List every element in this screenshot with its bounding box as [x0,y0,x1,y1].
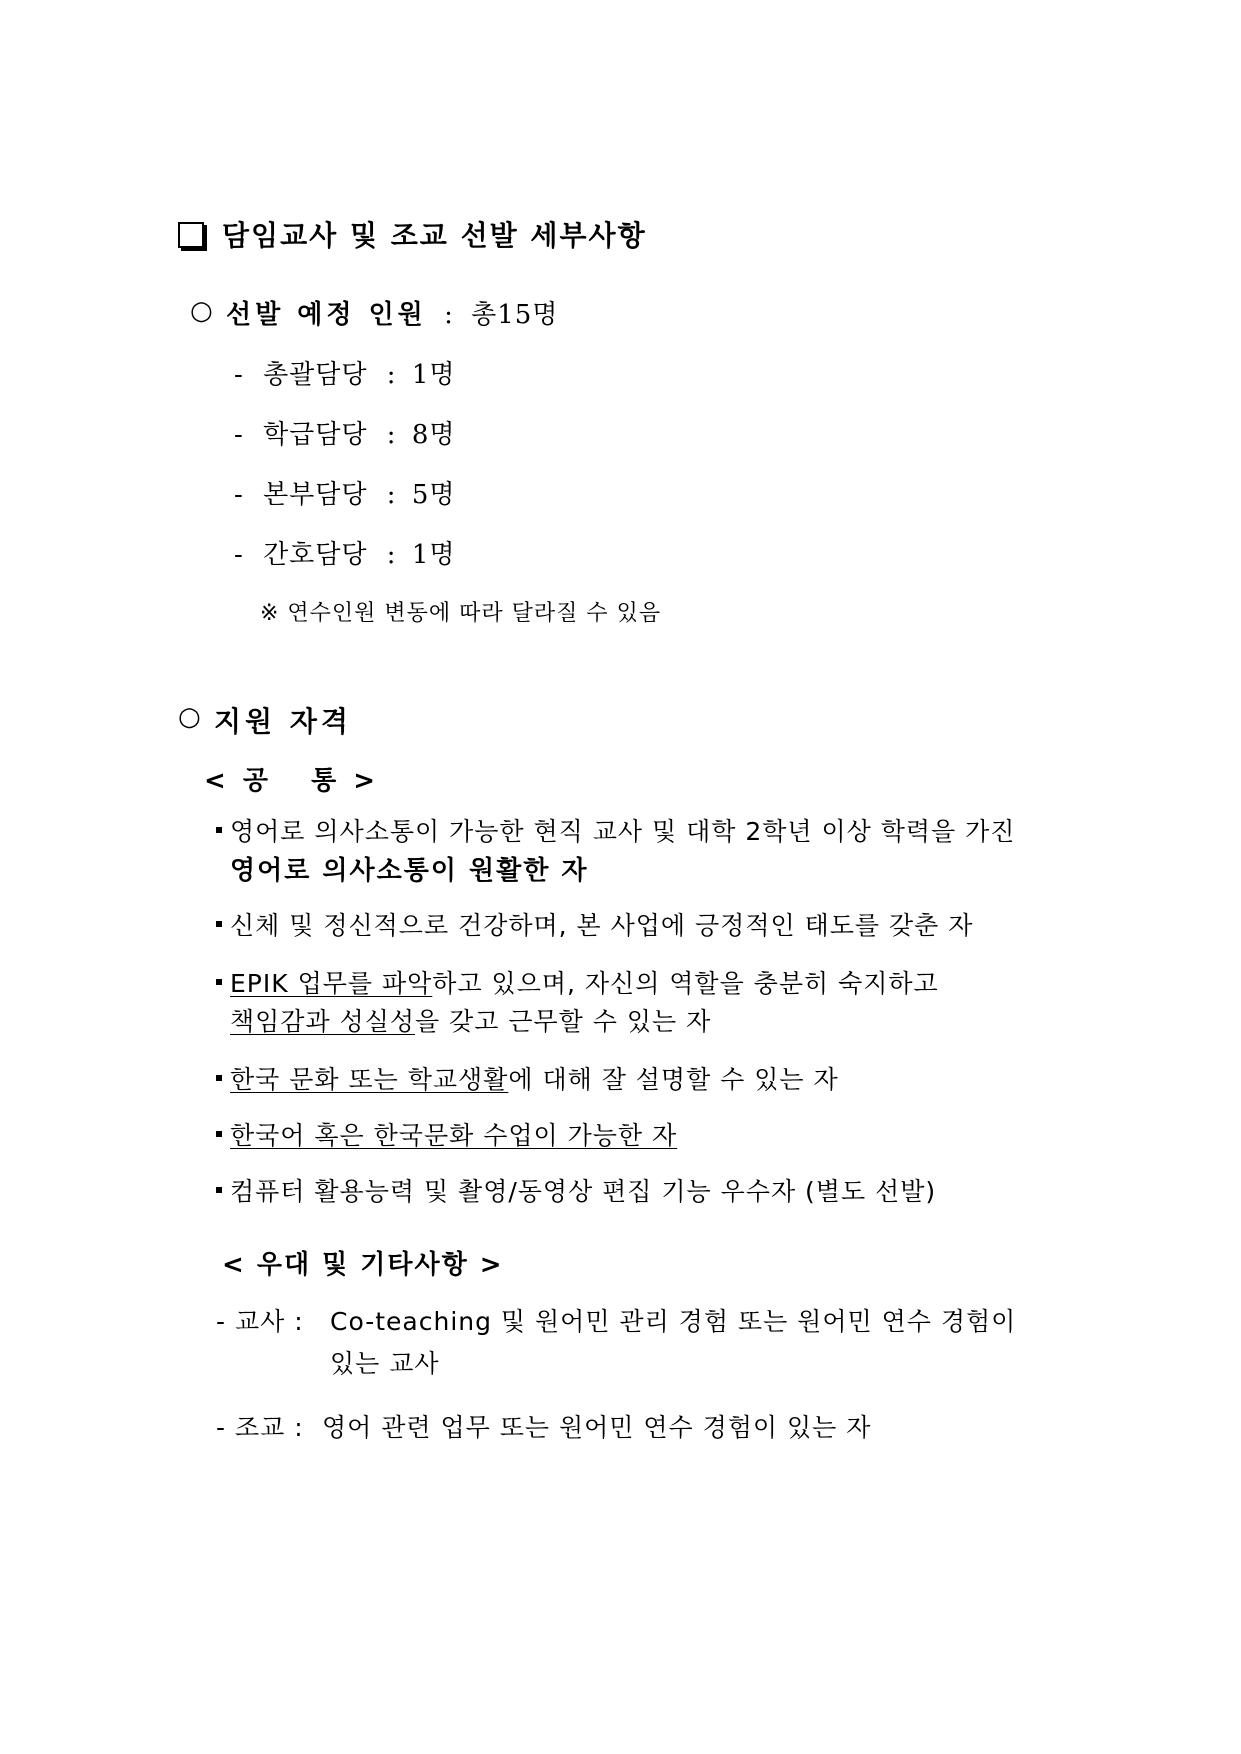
role-name: 총괄담당 [263,360,368,390]
item-text-underlined: EPIK 업무를 파악 [230,969,433,998]
square-bullet-icon [216,827,222,833]
list-item [216,1116,677,1152]
square-bullet-icon [216,979,222,985]
square-bullet-icon [216,1075,222,1081]
item-text: 을 갖고 근무할 수 있는 자 [415,1007,712,1036]
item-text-underlined: 한국어 혹은 한국문화 수업이 가능한 자 [230,1121,678,1150]
list-item [216,1172,936,1208]
role-name: 간호담당 [263,540,368,570]
quota-note: ※ 연수인원 변동에 따라 달라질 수 있음 [260,601,662,626]
dash: - [234,480,244,510]
assistant-prefix: - 조교 : [216,1413,304,1442]
role-row [234,354,456,391]
assistant-text: 영어 관련 업무 또는 원어민 연수 경험이 있는 자 [322,1413,872,1442]
list-item [216,964,939,1000]
item-text: 에 대해 잘 설명할 수 있는 자 [508,1065,839,1094]
item-text: 신체 및 정신적으로 건강하며, 본 사업에 긍정적인 태도를 갖춘 자 [230,911,974,940]
list-item [216,1060,839,1096]
item-text-underlined: 한국 문화 또는 학교생활 [230,1065,509,1094]
circle-bullet-icon: ○ [190,296,213,326]
teacher-text-continued: 있는 교사 [330,1349,440,1378]
dash: - [234,420,244,450]
teacher-text: Co-teaching 및 원어민 관리 경험 또는 원어민 연수 경험이 [330,1307,1017,1336]
checkbox-square-icon [178,222,204,248]
role-row [234,534,456,571]
role-count: 1명 [411,540,456,570]
role-row [234,414,456,451]
quota-label: 선발 예정 인원 [226,300,427,330]
role-separator: : [386,420,397,450]
item-text: 컴퓨터 활용능력 및 촬영/동영상 편집 기능 우수자 (별도 선발) [230,1177,937,1206]
role-separator: : [386,360,397,390]
item-text-underlined: 책임감과 성실성 [230,1007,415,1036]
quota-separator: : [444,300,454,330]
item-text: 하고 있으며, 자신의 역할을 충분히 숙지하고 [432,969,939,998]
role-separator: : [386,540,397,570]
role-name: 본부담당 [263,480,368,510]
list-item-continued [230,1002,711,1038]
dash: - [234,540,244,570]
section-title: 담임교사 및 조교 선발 세부사항 [222,219,647,252]
role-row [234,474,456,511]
circle-bullet-icon: ○ [178,702,201,732]
square-bullet-icon [216,1131,222,1137]
dash: - [234,360,244,390]
role-name: 학급담당 [263,420,368,450]
quota-line [226,294,558,331]
role-count: 8명 [411,420,456,450]
teacher-prefix: - 교사 : [216,1307,304,1336]
role-separator: : [386,480,397,510]
list-item [216,812,1015,848]
square-bullet-icon [216,921,222,927]
preference-heading: < 우대 및 기타사항 > [222,1250,504,1280]
list-item [216,906,973,942]
item-text-emphasis: 영어로 의사소통이 원활한 자 [230,856,589,886]
quota-total: 총15명 [471,300,559,330]
common-heading: < 공 통 > [204,766,380,796]
item-text: 영어로 의사소통이 가능한 현직 교사 및 대학 2학년 이상 학력을 가진 [230,817,1016,846]
qualifications-title: 지원 자격 [214,705,352,738]
square-bullet-icon [216,1187,222,1193]
role-count: 5명 [411,480,456,510]
role-count: 1명 [411,360,456,390]
